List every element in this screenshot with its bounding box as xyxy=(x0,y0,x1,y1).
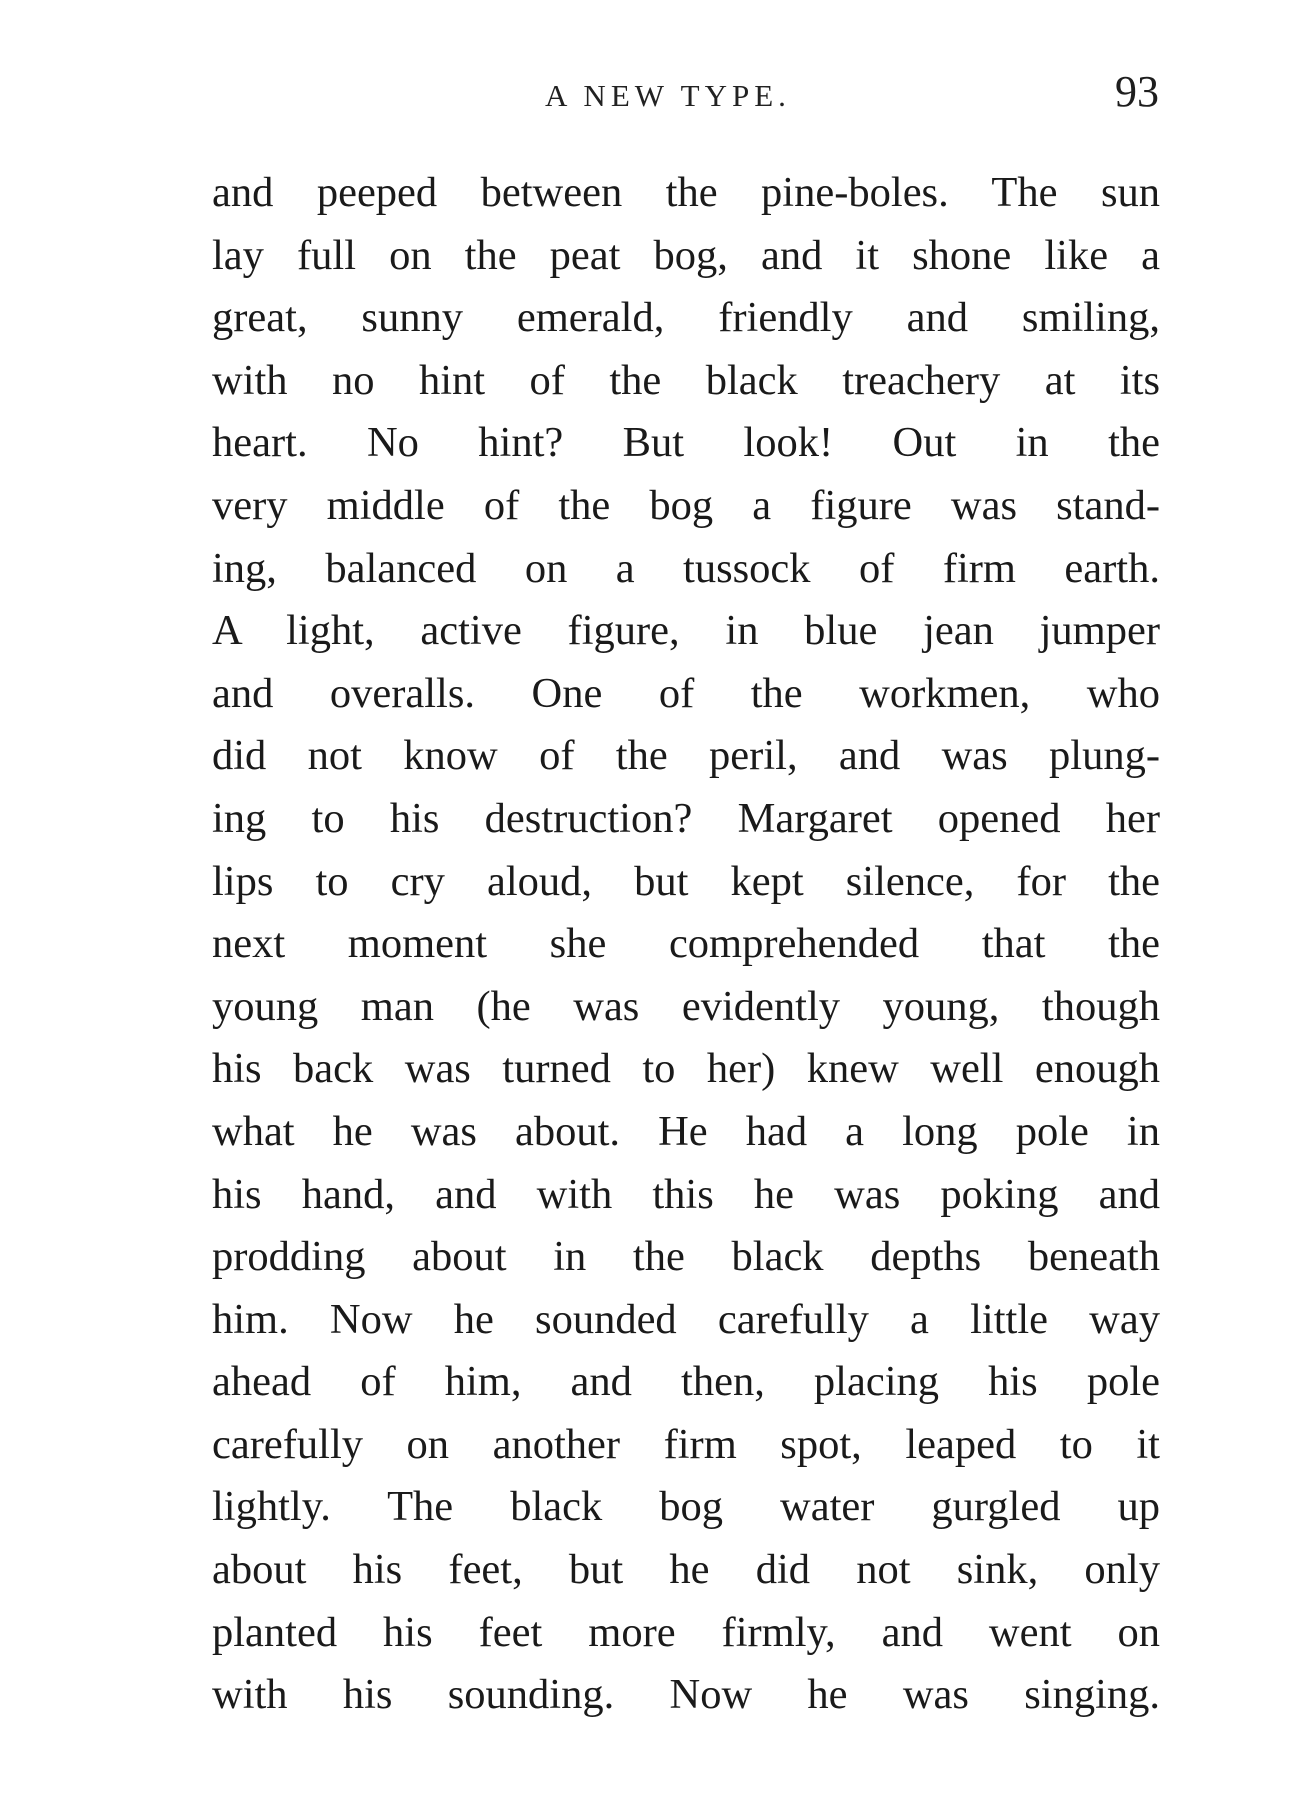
text-line: heart. No hint? But look! Out in the xyxy=(212,419,1160,467)
text-line: ing, balanced on a tussock of firm earth. xyxy=(212,544,1160,592)
text-line: his back was turned to her) knew well enough xyxy=(212,1045,1160,1093)
text-line: very middle of the bog a figure was stand- xyxy=(212,481,1160,529)
text-line: carefully on another firm spot, leaped to it xyxy=(212,1420,1160,1468)
text-line: great, sunny emerald, friendly and smiling, xyxy=(212,294,1160,342)
text-line: lay full on the peat bog, and it shone like a xyxy=(212,231,1160,279)
running-head xyxy=(0,66,1313,122)
text-line: prodding about in the black depths beneath xyxy=(212,1233,1160,1281)
text-line: his hand, and with this he was poking and xyxy=(212,1170,1160,1218)
text-line: A light, active figure, in blue jean jumper xyxy=(212,607,1160,655)
text-line: with his sounding. Now he was singing. xyxy=(212,1671,1160,1719)
text-line: him. Now he sounded carefully a little way xyxy=(212,1295,1160,1343)
text-line: with no hint of the black treachery at its xyxy=(212,356,1160,404)
text-line: and peeped between the pine-boles. The sun xyxy=(212,169,1160,216)
body-text xyxy=(212,162,1160,1727)
text-line: lips to cry aloud, but kept silence, for the xyxy=(212,857,1160,905)
text-line: about his feet, but he did not sink, only xyxy=(212,1546,1160,1594)
text-line: what he was about. He had a long pole in xyxy=(212,1107,1160,1155)
text-line: lightly. The black bog water gurgled up xyxy=(212,1483,1160,1531)
text-line: and overalls. One of the workmen, who xyxy=(212,669,1160,717)
text-line: young man (he was evidently young, though xyxy=(212,982,1160,1030)
text-line: ing to his destruction? Margaret opened her xyxy=(212,794,1160,842)
text-line: ahead of him, and then, placing his pole xyxy=(212,1358,1160,1406)
page-number: 93 xyxy=(1115,67,1159,116)
running-title: A NEW TYPE. xyxy=(545,78,791,113)
text-line: planted his feet more firmly, and went on xyxy=(212,1608,1160,1656)
text-line: next moment she comprehended that the xyxy=(212,920,1160,968)
text-line: did not know of the peril, and was plung- xyxy=(212,732,1160,780)
